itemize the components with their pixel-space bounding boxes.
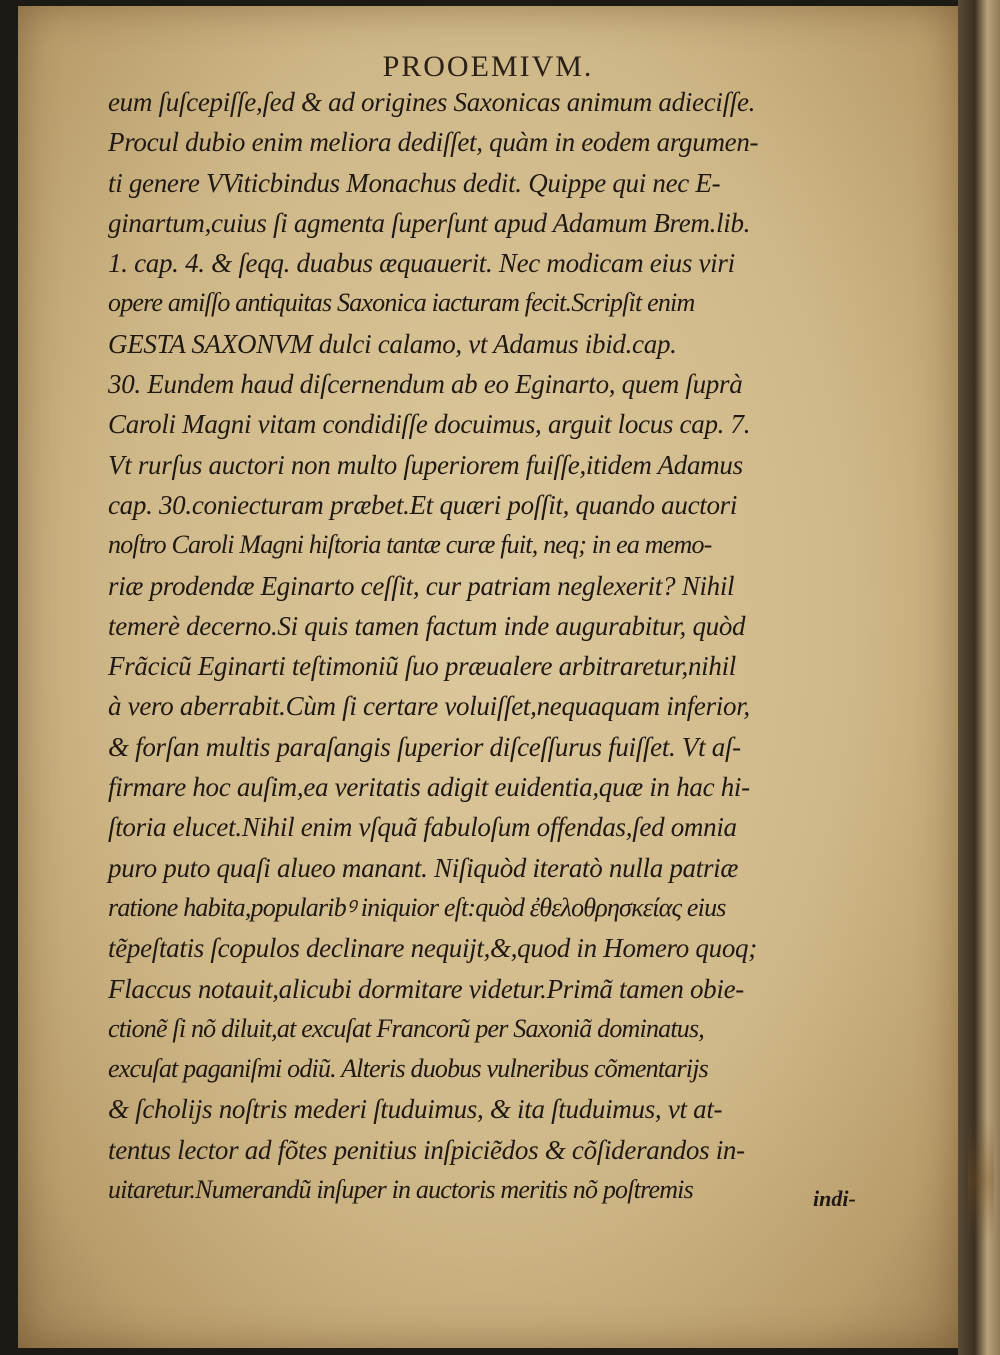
text-line: Procul dubio enim meliora dediſſet, quàm in eodem argumen-	[108, 127, 759, 158]
text-line: 1. cap. 4. & ſeqq. duabus æquauerit. Nec modicam eius viri	[108, 248, 735, 279]
text-line: cap. 30.coniecturam præbet.Et quæri poſſit, quando auctori	[108, 489, 738, 520]
page-stain	[968, 1120, 994, 1240]
text-line: & forſan multis paraſangis ſuperior diſceſſurus fuiſſet. Vt aſ-	[108, 731, 741, 762]
text-line: tentus lector ad fõtes penitius inſpiciẽdos & cõſiderandos in-	[108, 1134, 745, 1165]
page-header: PROOEMIVM.	[382, 50, 594, 83]
text-line: excuſat paganiſmi odiũ. Alteris duobus vulneribus cõmentarijs	[108, 1054, 708, 1084]
text-line: Caroli Magni vitam condidiſſe docuimus, arguit locus cap. 7.	[108, 409, 751, 440]
text-line: Vt rurſus auctori non multo ſuperiorem fuiſſe,itidem Adamus	[108, 449, 743, 480]
body-text	[108, 82, 898, 1210]
text-line: ſtoria elucet.Nihil enim vſquã fabuloſum offendas,ſed omnia	[108, 812, 737, 843]
text-line: uitaretur.Numerandũ inſuper in auctoris meritis nõ poſtremis	[108, 1175, 693, 1205]
text-line: 30. Eundem haud diſcernendum ab eo Eginarto, quem ſuprà	[108, 369, 743, 400]
text-line: ratione habita,popularibꝰ iniquior eſt:quòd ἐθελοθρησκείας eius	[108, 892, 726, 922]
text-line: temerè decerno.Si quis tamen factum inde augurabitur, quòd	[108, 610, 746, 641]
text-line: ti genere VViticbindus Monachus dedit. Quippe qui nec E-	[108, 167, 721, 198]
text-line: opere amiſſo antiquitas Saxonica iacturam fecit.Scripſit enim	[108, 288, 695, 318]
text-line: & ſcholijs noſtris mederi ſtuduimus, & ita ſtuduimus, vt at-	[108, 1094, 723, 1125]
catchword: indi-	[813, 1186, 856, 1211]
text-line: riæ prodendæ Eginarto ceſſit, cur patriam neglexerit? Nihil	[108, 570, 735, 601]
text-line: GESTA SAXONVM dulci calamo, vt Adamus ibid.cap.	[108, 328, 677, 359]
book-page	[18, 6, 958, 1348]
text-line: eum ſuſcepiſſe,ſed & ad origines Saxonicas animum adieciſſe.	[108, 87, 756, 117]
text-line: tẽpeſtatis ſcopulos declinare nequijt,&,quod in Homero quoq;	[108, 933, 757, 964]
book-spine	[958, 0, 1000, 1355]
text-line: ginartum,cuius ſi agmenta ſuperſunt apud Adamum Brem.lib.	[108, 207, 751, 238]
text-line: puro puto quaſi alueo manant. Niſiquòd iteratò nulla patriæ	[108, 852, 739, 883]
text-line: ctionẽ ſi nõ diluit,at excuſat Francorũ per Saxoniã dominatus,	[108, 1013, 704, 1043]
text-line: à vero aberrabit.Cùm ſi certare voluiſſet,nequaquam inferior,	[108, 691, 750, 722]
text-line: noſtro Caroli Magni hiſtoria tantæ curæ fuit, neq; in ea memo-	[108, 530, 712, 560]
text-line: Frãcicũ Eginarti teſtimoniũ ſuo præualere arbitraretur,nihil	[108, 651, 736, 682]
text-line: firmare hoc auſim,ea veritatis adigit euidentia,quæ in hac hi-	[108, 772, 750, 803]
text-line: Flaccus notauit,alicubi dormitare videtur.Primã tamen obie-	[108, 973, 744, 1004]
